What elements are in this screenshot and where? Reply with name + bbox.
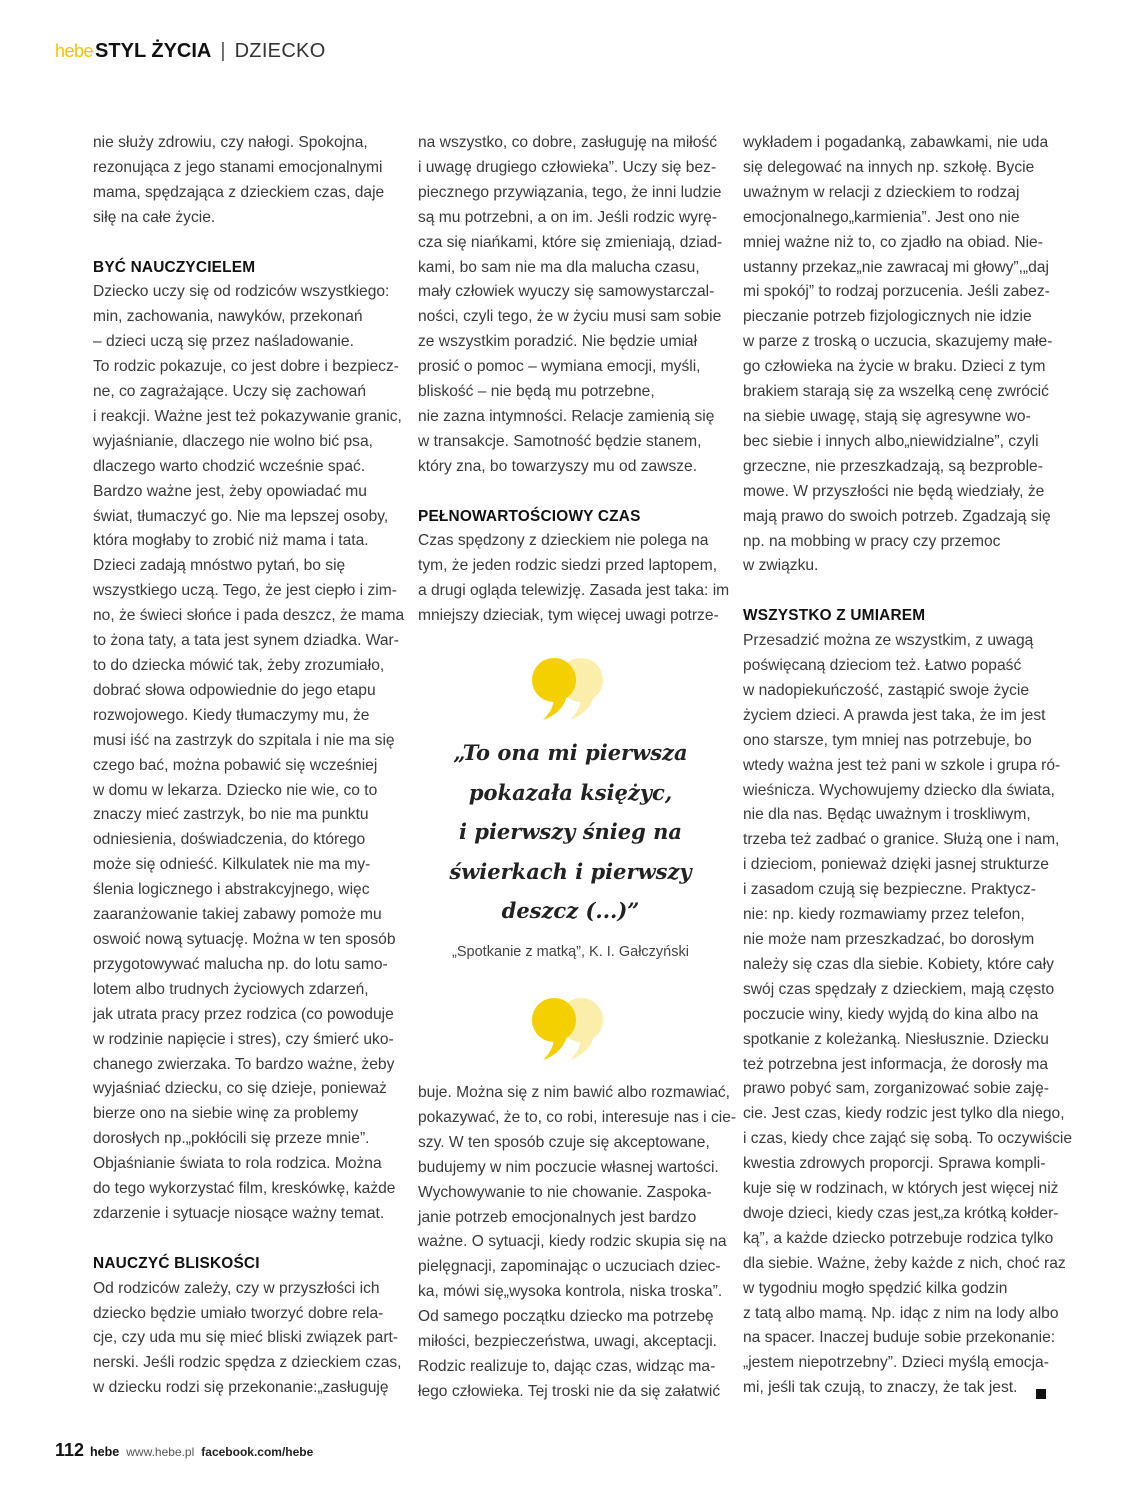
text-line: mają prawo do swoich potrzeb. Zgadzają się [743, 507, 1051, 525]
quote-mark-front [532, 658, 576, 720]
text-line: pielęgnacji, zapominając o uczuciach dziec- [418, 1258, 721, 1276]
text-line: są mu potrzebni, a on im. Jeśli rodzic wyrę- [418, 208, 717, 226]
quote-mark-icon [526, 656, 616, 720]
paragraph-gap [93, 231, 398, 256]
text-line: i zasadom czują się bezpieczne. Praktycz- [743, 881, 1036, 899]
text-line: uważnym w relacji z dzieckiem to rodzaj [743, 183, 1020, 201]
text-line: nie: np. kiedy rozmawiamy przez telefon, [743, 906, 1025, 924]
text-line: ką”, a każde dziecko potrzebuje rodzica tylko [743, 1229, 1054, 1247]
text-line: a drugi ogląda telewizję. Zasada jest taka: im [418, 582, 730, 600]
text-line: go człowieka na życie w braku. Dzieci z tym [743, 358, 1046, 376]
text-line: w związku. [743, 557, 819, 575]
quote-source: „Spotkanie z matką”, K. I. Gałczyński [452, 944, 689, 960]
text-line: ka, mówi się„wysoka kontrola, niska troska”. [418, 1283, 723, 1301]
quote-line: deszcz (...)” [501, 898, 640, 923]
text-line: dorosłych np.„pokłócili się przeze mnie”. [93, 1130, 370, 1148]
text-line: należy się czas dla siebie. Kobiety, które cały [743, 955, 1054, 973]
text-line: swój czas spędzały z dzieckiem, mają często [743, 980, 1055, 998]
text-line: się delegować na innych np. szkołę. Bycie [743, 158, 1035, 176]
text-line: Objaśnianie świata to rola rodzica. Można [93, 1155, 382, 1173]
text-line: mi, jeśli tak czują, to znaczy, że tak jest. [743, 1379, 1018, 1397]
text-line: Dziecko uczy się od rodziców wszystkiego: [93, 283, 390, 301]
text-line: znaczy mieć zastrzyk, bo nie ma punktu [93, 806, 369, 824]
text-line: wyjaśniać dziecku, co się dzieje, ponieważ [93, 1080, 387, 1098]
text-line: na wszystko, co dobre, zasługuję na miłość [418, 134, 718, 151]
text-line: w dziecku rodzi się przekonanie:„zasługuję [93, 1379, 389, 1397]
text-line: dwoje dzieci, kiedy czas jest„za krótką kołder- [743, 1204, 1059, 1222]
text-line: Rodzic realizuje to, dając czas, widząc ma- [418, 1357, 716, 1375]
text-line: i uwagę drugiego człowieka”. Uczy się bez- [418, 158, 717, 176]
text-line: w rodzinie napięcie i stres), czy śmierć uko- [93, 1030, 394, 1048]
text-line: ności, czyli tego, że w życiu musi sam sobie [418, 308, 722, 326]
text-line: zaaranżowanie takiej zabawy pomoże mu [93, 906, 382, 924]
text-line: który zna, bo towarzyszy mu od zawsze. [418, 457, 698, 475]
text-line: kuje się w rodzinach, w których jest więcej niż [743, 1180, 1059, 1198]
section-heading: WSZYSTKO Z UMIAREM [743, 607, 926, 625]
text-line: Przesadzić można ze wszystkim, z uwagą [743, 632, 1034, 650]
text-line: bliskość – nie będą mu potrzebne, [418, 383, 655, 401]
text-line: rozwojowego. Kiedy tłumaczymy mu, że [93, 706, 370, 724]
text-line: tym, że jeden rodzic siedzi przed laptopem, [418, 557, 718, 575]
text-line: to do dziecka mówić tak, żeby zrozumiało, [93, 657, 385, 675]
text-line: szy. W ten sposób czuje się akceptowane, [418, 1133, 710, 1151]
text-line: też potrzebna jest informacja, że dorosły ma [743, 1055, 1049, 1073]
section-title: STYL ŻYCIA [95, 40, 212, 62]
text-line: mały człowiek wyuczy się samowystarczal- [418, 283, 715, 301]
header-separator: | [220, 40, 226, 62]
page-number: 112 [55, 1440, 85, 1460]
paragraph-gap [743, 579, 1053, 604]
text-line: np. na mobbing w pracy czy przemoc [743, 532, 1001, 550]
text-line: ważne. O sytuacji, kiedy rodzic skupia się na [418, 1233, 727, 1251]
text-line: w parze z troską o uczucia, skazujemy małe- [743, 333, 1053, 351]
text-line: nie zazna intymności. Relacje zamienią się [418, 407, 715, 425]
text-line: Czas spędzony z dzieckiem nie polega na [418, 532, 709, 550]
quote-line: „To ona mi pierwsza [453, 740, 688, 765]
paragraph-gap [418, 480, 723, 505]
section-heading: PEŁNOWARTOŚCIOWY CZAS [418, 507, 641, 525]
text-column-2-top [418, 131, 730, 629]
text-line: pieczanie potrzeb fizjologicznych nie idzie [743, 308, 1032, 326]
text-line: i czas, kiedy chce zająć się sobą. To oczywiście [743, 1130, 1073, 1148]
text-line: oswoić nową sytuację. Można w ten sposób [93, 930, 396, 948]
text-line: nie służy zdrowiu, czy nałogi. Spokojna, [93, 134, 368, 151]
text-line: musi iść na zastrzyk do szpitala i nie ma się [93, 731, 395, 749]
text-line: rezonująca z jego stanami emocjonalnymi [93, 158, 383, 176]
text-line: dla siebie. Ważne, żeby każde z nich, choć raz [743, 1254, 1066, 1272]
text-line: Wychowywanie to nie chowanie. Zaspoka- [418, 1183, 712, 1201]
paragraph-gap [93, 1227, 398, 1252]
text-line: lotem albo trudnych życiowych zdarzeń, [93, 980, 369, 998]
text-line: emocjonalnego„karmienia”. Jest ono nie [743, 208, 1020, 226]
text-line: prosić o pomoc – wymiana emocji, myśli, [418, 358, 701, 376]
text-line: nie może nam przeszkadzać, bo dorosłym [743, 930, 1035, 948]
text-line: spotkanie z koleżanką. Niesłusznie. Dziecku [743, 1030, 1049, 1048]
text-column-2-bottom [418, 1081, 737, 1405]
footer-website-link[interactable]: www.hebe.pl [126, 1445, 195, 1459]
text-line: bec siebie i innych albo„niewidzialne”, czyli [743, 432, 1039, 450]
text-line: jak utrata pracy przez rodzica (co powoduje [93, 1005, 394, 1023]
text-line: poświęcaną dzieciom też. Łatwo popaść [743, 657, 1022, 675]
text-line: piecznego przywiązania, tego, że inni ludzie [418, 183, 722, 201]
text-line: mniejszy dzieciak, tym więcej uwagi potrze- [418, 607, 719, 625]
text-line: i dzieciom, ponieważ dzięki jasnej strukturze [743, 856, 1049, 874]
text-line: na siebie uwagę, stają się agresywne wo- [743, 407, 1031, 425]
text-column-1 [93, 131, 405, 1401]
quote-line: świerkach i pierwszy [449, 858, 692, 884]
text-line: dziecko będzie umiało tworzyć dobre rela- [93, 1304, 384, 1322]
footer-facebook-link[interactable]: facebook.com/hebe [201, 1445, 314, 1459]
text-line: wieśnicza. Wychowujemy dziecko dla świata, [743, 781, 1055, 799]
text-line: ze wszystkim poradzić. Nie będzie umiał [418, 333, 698, 351]
text-line: dobrać słowa odpowiednie do jego etapu [93, 681, 376, 699]
text-line: świat, tłumaczyć go. Nie ma lepszej osoby, [93, 507, 389, 525]
text-line: To rodzic pokazuje, co jest dobre i bezpiecz- [93, 358, 399, 376]
text-line: może się odnieść. Kilkulatek nie ma my- [93, 856, 371, 874]
text-line: cza się niańkami, które się zmieniają, dziad- [418, 233, 723, 251]
text-line: w domu w lekarza. Dziecko nie wie, co to [93, 781, 378, 799]
text-line: wykładem i pogadanką, zabawkami, nie uda [743, 134, 1049, 151]
text-line: przygotowywać malucha np. do lotu samo- [93, 955, 388, 973]
text-line: no, że świeci słońce i pada deszcz, że mama [93, 607, 405, 625]
text-line: ślenia logicznego i abstrakcyjnego, więc [93, 881, 370, 899]
text-line: Od samego początku dziecko ma potrzebę [418, 1308, 714, 1326]
text-line: mi spokój” to rodzaj porzucenia. Jeśli zabez- [743, 283, 1050, 301]
section-heading: BYĆ NAUCZYCIELEM [93, 258, 256, 276]
text-line: dlaczego warto chodzić wcześnie spać. [93, 457, 366, 475]
text-line: odniesienia, doświadczenia, do którego [93, 831, 366, 849]
page-header [55, 40, 326, 68]
text-line: trzeba też zadbać o granice. Służą one i nam, [743, 831, 1060, 849]
section-heading: NAUCZYĆ BLISKOŚCI [93, 1254, 260, 1272]
text-line: zdarzenie i sytuacje niosące ważny temat. [93, 1204, 385, 1222]
quote-text [418, 733, 723, 931]
text-line: w transakcje. Samotność będzie stanem, [418, 432, 702, 450]
text-line: mowe. W przyszłości nie będą wiedziały, że [743, 482, 1045, 500]
quote-mark-icon [526, 996, 616, 1060]
text-line: budujemy w nim poczucie własnej wartości. [418, 1158, 719, 1176]
text-line: janie potrzeb emocjonalnych jest bardzo [418, 1208, 697, 1226]
text-column-3 [743, 131, 1073, 1401]
text-line: w tygodniu mogło spędzić kilka godzin [743, 1279, 1008, 1297]
text-line: brakiem starają się za wszelką cenę zwrócić [743, 383, 1049, 401]
quote-line: pokazała księżyc, [468, 779, 673, 805]
article-end-mark [1036, 1389, 1046, 1399]
text-line: Dzieci zadają mnóstwo pytań, bo się [93, 557, 346, 575]
text-line: z tatą albo mamą. Np. idąc z nim na lody albo [743, 1304, 1059, 1322]
text-line: poczucie winy, kiedy wyjdą do kina albo na [743, 1005, 1039, 1023]
text-line: ustanny przekaz„nie zawracaj mi głowy”,„daj [743, 258, 1049, 276]
text-line: mniej ważne niż to, co zjadło na obiad. Nie- [743, 233, 1043, 251]
quote-line: i pierwszy śnieg na [458, 819, 682, 844]
brand-logo: hebe [55, 41, 94, 61]
text-line: wtedy ważna jest też pani w szkole i grupa ró- [743, 756, 1061, 774]
text-line: – dzieci uczą się przez naśladowanie. [93, 333, 354, 351]
text-line: wszystkiego uczą. Tego, że jest ciepło i zim- [93, 582, 397, 600]
text-line: w nadopiekuńczość, zastąpić swoje życie [743, 681, 1030, 699]
text-line: pokazywać, że to, co robi, interesuje nas i cie- [418, 1108, 737, 1126]
category-title: DZIECKO [234, 40, 326, 62]
text-line: wyjaśnianie, dlaczego nie wolno bić psa, [93, 432, 373, 450]
text-line: Bardzo ważne jest, żeby opowiadać mu [93, 482, 367, 500]
text-line: miłości, bezpieczeństwa, uwagi, akceptacji. [418, 1333, 718, 1351]
footer-brand: hebe [90, 1445, 120, 1459]
text-line: do tego wykorzystać film, kreskówkę, każde [93, 1180, 396, 1198]
text-line: to żona taty, a tata jest synem dziadka. War- [93, 632, 399, 650]
text-line: chanego zwierzaka. To bardzo ważne, żeby [93, 1055, 395, 1073]
text-line: nie dla nas. Będąc uważnym i troskliwym, [743, 806, 1031, 824]
text-line: kwestia zdrowych proporcji. Sprawa kompli- [743, 1155, 1046, 1173]
text-line: łego człowieka. Tej troski nie da się załatwić [418, 1382, 721, 1400]
text-line: ono starsze, tym mniej nas potrzebuje, bo [743, 731, 1032, 749]
text-line: i reakcji. Ważne jest też pokazywanie granic, [93, 407, 402, 425]
text-line: siłę na całe życie. [93, 208, 216, 226]
text-line: cie. Jest czas, kiedy rodzic jest tylko dla niego, [743, 1105, 1065, 1123]
text-line: która mogłaby to zrobić niż mama i tata. [93, 532, 369, 550]
text-line: ne, co zagrażające. Uczy się zachowań [93, 383, 367, 401]
text-line: bierze ono na siebie winę za problemy [93, 1105, 359, 1123]
text-line: życiem dzieci. A prawda jest taka, że im jest [743, 706, 1046, 724]
text-line: grzeczne, nie przeszkadzają, są bezproble- [743, 457, 1043, 475]
text-line: prawo pobyć sam, zorganizować sobie zaję- [743, 1080, 1049, 1098]
text-line: na spacer. Inaczej buduje sobie przekonanie: [743, 1329, 1056, 1347]
text-line: cje, czy uda mu się mieć bliski związek part- [93, 1329, 399, 1347]
text-line: buje. Można się z nim bawić albo rozmawiać, [418, 1084, 731, 1101]
text-line: nerski. Jeśli rodzic spędza z dzieckiem czas, [93, 1354, 402, 1372]
page-footer [55, 1440, 313, 1461]
text-line: Od rodziców zależy, czy w przyszłości ich [93, 1279, 380, 1297]
text-line: kami, bo sam nie ma dla malucha czasu, [418, 258, 700, 276]
text-line: czego bać, można pobawić się wcześniej [93, 756, 378, 774]
text-line: min, zachowania, nawyków, przekonań [93, 308, 363, 326]
quote-mark-front [532, 998, 576, 1060]
text-line: „jestem niepotrzebny”. Dzieci myślą emocja- [743, 1354, 1049, 1372]
text-line: mama, spędzająca z dzieckiem czas, daje [93, 183, 385, 201]
